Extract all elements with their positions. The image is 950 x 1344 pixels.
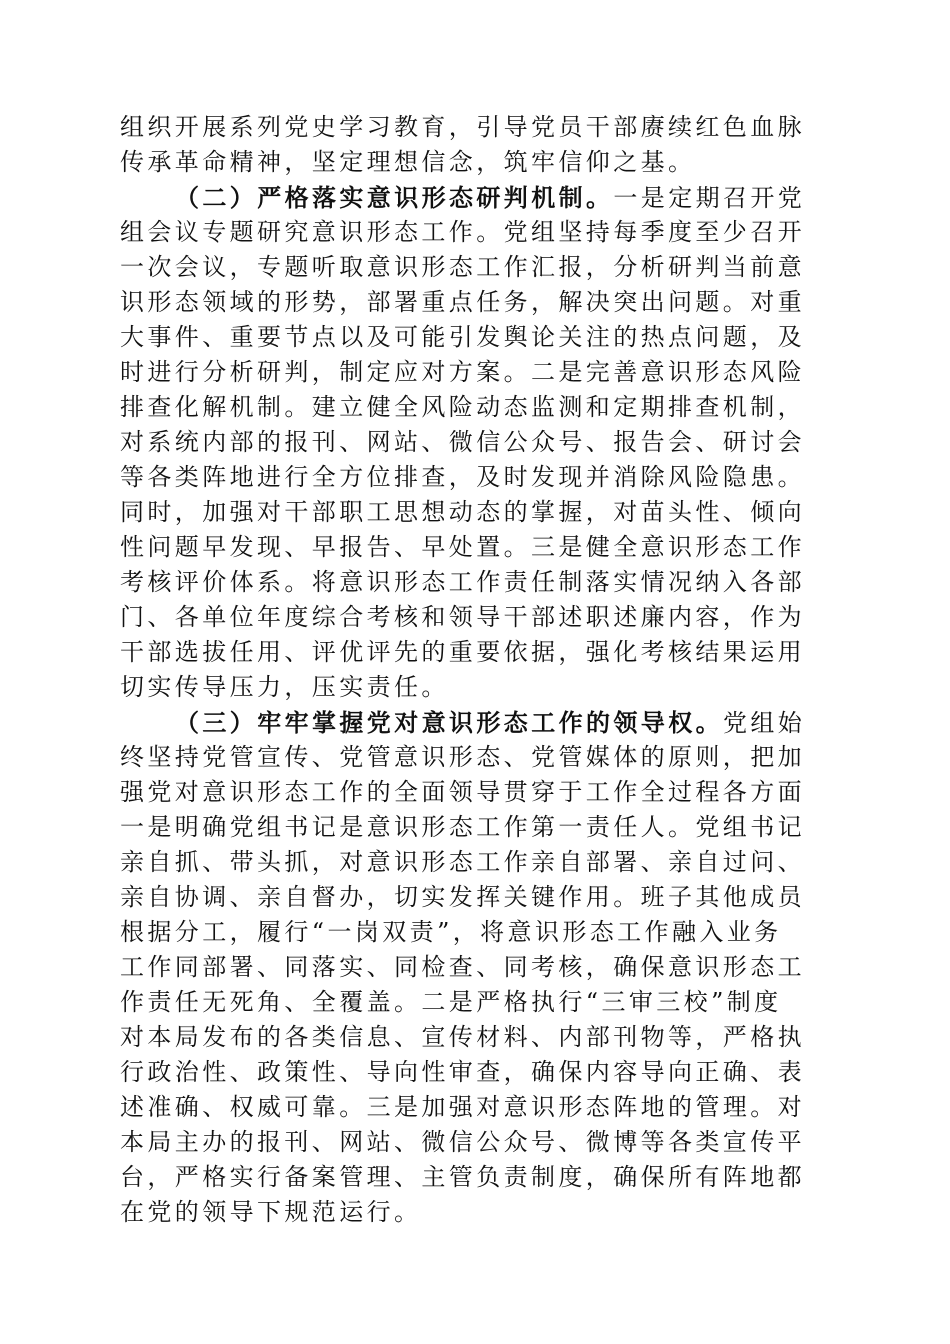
text-line <box>120 215 840 250</box>
line-text: 一是明确党组书记是意识形态工作第一责任人。党组书记 <box>120 813 805 841</box>
line-text: 时进行分析研判，制定应对方案。二是完善意识形态风险 <box>120 358 805 386</box>
text-line <box>120 1090 840 1125</box>
text-line <box>120 670 840 705</box>
line-text: 考核评价体系。将意识形态工作责任制落实情况纳入各部 <box>120 568 805 596</box>
line-text: 传承革命精神，坚定理想信念，筑牢信仰之基。 <box>120 148 696 176</box>
line-text: 排查化解机制。建立健全风险动态监测和定期排查机制， <box>120 393 805 421</box>
line-text: 对系统内部的报刊、网站、微信公众号、报告会、研讨会 <box>120 428 805 456</box>
text-line <box>120 1125 840 1160</box>
line-text: 工作同部署、同落实、同检查、同考核，确保意识形态工 <box>120 953 805 981</box>
text-line <box>120 1160 840 1195</box>
text-line <box>120 565 840 600</box>
line-text: 本局主办的报刊、网站、微信公众号、微博等各类宣传平 <box>120 1128 805 1156</box>
line-text: 终坚持党管宣传、党管意识形态、党管媒体的原则，把加 <box>120 743 805 771</box>
text-line <box>120 635 840 670</box>
text-line <box>120 250 840 285</box>
text-line <box>120 600 840 635</box>
text-line <box>120 1055 840 1090</box>
line-text: 大事件、重要节点以及可能引发舆论关注的热点问题，及 <box>120 323 805 351</box>
line-text: 切实传导压力，压实责任。 <box>120 673 449 701</box>
line-text: 亲自协调、亲自督办，切实发挥关键作用。班子其他成员 <box>120 883 805 911</box>
line-text: 亲自抓、带头抓，对意识形态工作亲自部署、亲自过问、 <box>120 848 805 876</box>
text-line <box>120 425 840 460</box>
text-line <box>120 390 840 425</box>
text-line <box>120 495 840 530</box>
text-line <box>120 530 840 565</box>
text-line <box>120 845 840 880</box>
section-heading: （二）严格落实意识形态研判机制。 <box>175 183 614 212</box>
text-line <box>120 985 840 1020</box>
line-text: 组织开展系列党史学习教育，引导党员干部赓续红色血脉 <box>120 113 805 141</box>
line-text: 同时，加强对干部职工思想动态的掌握，对苗头性、倾向 <box>120 498 805 526</box>
text-line <box>120 285 840 320</box>
text-line <box>120 1020 840 1055</box>
line-text: 一次会议，专题听取意识形态工作汇报，分析研判当前意 <box>120 253 805 281</box>
text-line <box>120 355 840 390</box>
line-text: 行政治性、政策性、导向性审查，确保内容导向正确、表 <box>120 1058 805 1086</box>
text-line <box>120 915 840 950</box>
section-heading-line <box>120 180 840 215</box>
text-line <box>120 320 840 355</box>
text-line <box>120 810 840 845</box>
text-line <box>120 145 840 180</box>
line-text: 组会议专题研究意识形态工作。党组坚持每季度至少召开 <box>120 218 805 246</box>
line-text: 根据分工，履行“一岗双责”，将意识形态工作融入业务 <box>120 918 782 946</box>
section-heading-line <box>120 705 840 740</box>
text-line <box>120 460 840 495</box>
line-text: 述准确、权威可靠。三是加强对意识形态阵地的管理。对 <box>120 1093 805 1121</box>
line-text: 在党的领导下规范运行。 <box>120 1198 422 1226</box>
line-text: 一是定期召开党 <box>613 184 806 212</box>
line-text: 门、各单位年度综合考核和领导干部述职述廉内容，作为 <box>120 603 805 631</box>
text-line <box>120 740 840 775</box>
text-line <box>120 880 840 915</box>
text-line <box>120 110 840 145</box>
line-text: 干部选拔任用、评优评先的重要依据，强化考核结果运用 <box>120 638 805 666</box>
text-line <box>120 1195 840 1230</box>
document-body <box>120 110 840 1230</box>
line-text: 性问题早发现、早报告、早处置。三是健全意识形态工作 <box>120 533 805 561</box>
line-text: 党组始 <box>723 709 806 737</box>
line-text: 强党对意识形态工作的全面领导贯穿于工作全过程各方面 <box>120 778 805 806</box>
text-line <box>120 950 840 985</box>
text-line <box>120 775 840 810</box>
line-text: 对本局发布的各类信息、宣传材料、内部刊物等，严格执 <box>120 1023 805 1051</box>
line-text: 等各类阵地进行全方位排查，及时发现并消除风险隐患。 <box>120 463 805 491</box>
line-text: 作责任无死角、全覆盖。二是严格执行“三审三校”制度 <box>120 988 782 1016</box>
section-heading: （三）牢牢掌握党对意识形态工作的领导权。 <box>175 708 723 737</box>
line-text: 识形态领域的形势，部署重点任务，解决突出问题。对重 <box>120 288 805 316</box>
line-text: 台，严格实行备案管理、主管负责制度，确保所有阵地都 <box>120 1163 805 1191</box>
